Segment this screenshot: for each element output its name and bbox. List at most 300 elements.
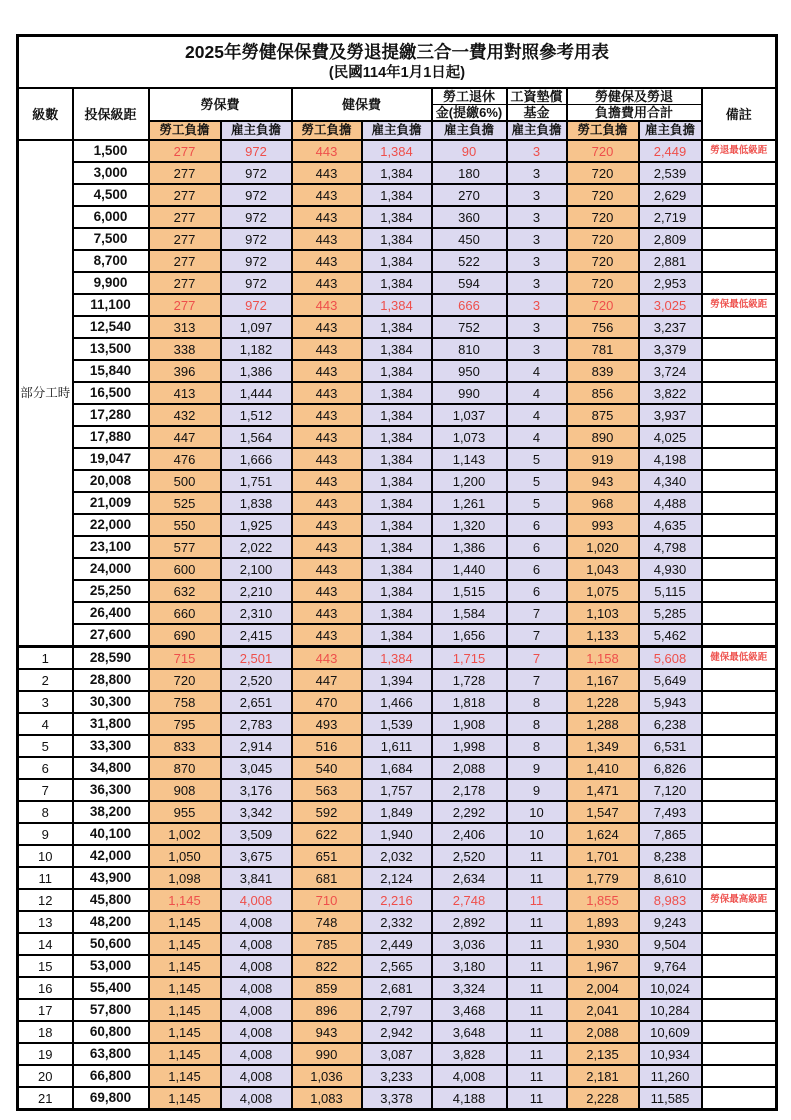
cell-level: 16 <box>18 977 73 999</box>
table-row <box>18 228 777 250</box>
table-row <box>18 955 777 977</box>
cell-bracket: 48,200 <box>73 911 149 933</box>
cell-remark: 勞保最高級距 <box>702 889 777 911</box>
col-header-wage-fund-line2: 基金 <box>507 105 567 122</box>
cell-li_er: 4,008 <box>221 933 292 955</box>
cell-fund: 6 <box>507 558 567 580</box>
cell-tot_er: 6,238 <box>639 713 702 735</box>
cell-hi_emp: 443 <box>292 448 362 470</box>
cell-hi_er: 2,449 <box>362 933 432 955</box>
cell-bracket: 42,000 <box>73 845 149 867</box>
cell-li_emp: 1,145 <box>149 955 221 977</box>
cell-hi_emp: 443 <box>292 316 362 338</box>
cell-pension: 270 <box>432 184 507 206</box>
cell-remark <box>702 757 777 779</box>
table-row <box>18 1065 777 1087</box>
cell-li_er: 3,176 <box>221 779 292 801</box>
cell-li_emp: 447 <box>149 426 221 448</box>
cell-li_emp: 632 <box>149 580 221 602</box>
cell-remark <box>702 580 777 602</box>
cell-li_emp: 1,145 <box>149 933 221 955</box>
cell-level: 9 <box>18 823 73 845</box>
table-row <box>18 933 777 955</box>
cell-li_er: 4,008 <box>221 1021 292 1043</box>
cell-tot_emp: 720 <box>567 140 639 162</box>
cell-li_emp: 1,050 <box>149 845 221 867</box>
cell-li_emp: 277 <box>149 184 221 206</box>
cell-fund: 3 <box>507 140 567 162</box>
cell-bracket: 36,300 <box>73 779 149 801</box>
cell-tot_er: 5,943 <box>639 691 702 713</box>
cell-tot_emp: 1,547 <box>567 801 639 823</box>
cell-hi_er: 1,384 <box>362 404 432 426</box>
cell-pension: 1,037 <box>432 404 507 426</box>
cell-hi_er: 1,466 <box>362 691 432 713</box>
cell-tot_emp: 720 <box>567 272 639 294</box>
col-header-level: 級數 <box>18 88 73 140</box>
cell-hi_er: 1,384 <box>362 140 432 162</box>
cell-fund: 6 <box>507 536 567 558</box>
cell-li_emp: 1,098 <box>149 867 221 889</box>
cell-remark <box>702 404 777 426</box>
cell-fund: 4 <box>507 360 567 382</box>
cell-remark <box>702 801 777 823</box>
cell-li_er: 972 <box>221 140 292 162</box>
cell-hi_er: 1,384 <box>362 382 432 404</box>
cell-fund: 10 <box>507 823 567 845</box>
cell-bracket: 12,540 <box>73 316 149 338</box>
cell-fund: 11 <box>507 999 567 1021</box>
cell-tot_er: 4,635 <box>639 514 702 536</box>
cell-remark <box>702 558 777 580</box>
cell-level: 10 <box>18 845 73 867</box>
cell-tot_emp: 756 <box>567 316 639 338</box>
cell-pension: 2,088 <box>432 757 507 779</box>
cell-bracket: 22,000 <box>73 514 149 536</box>
cell-remark <box>702 624 777 647</box>
cell-tot_emp: 1,043 <box>567 558 639 580</box>
subheader-li-employee: 勞工負擔 <box>149 121 221 140</box>
cell-remark <box>702 492 777 514</box>
cell-tot_emp: 1,701 <box>567 845 639 867</box>
cell-pension: 1,998 <box>432 735 507 757</box>
cell-tot_emp: 1,075 <box>567 580 639 602</box>
cell-hi_emp: 443 <box>292 360 362 382</box>
cell-hi_er: 2,942 <box>362 1021 432 1043</box>
cell-level: 8 <box>18 801 73 823</box>
cell-bracket: 19,047 <box>73 448 149 470</box>
cell-tot_emp: 1,103 <box>567 602 639 624</box>
cell-level: 5 <box>18 735 73 757</box>
cell-hi_emp: 592 <box>292 801 362 823</box>
cell-tot_emp: 890 <box>567 426 639 448</box>
cell-bracket: 13,500 <box>73 338 149 360</box>
cell-pension: 752 <box>432 316 507 338</box>
cell-hi_emp: 443 <box>292 250 362 272</box>
table-title-block <box>18 36 777 89</box>
cell-pension: 2,892 <box>432 911 507 933</box>
cell-li_er: 4,008 <box>221 911 292 933</box>
cell-pension: 2,406 <box>432 823 507 845</box>
cell-tot_er: 10,934 <box>639 1043 702 1065</box>
cell-li_emp: 660 <box>149 602 221 624</box>
cell-fund: 8 <box>507 735 567 757</box>
cell-tot_er: 2,449 <box>639 140 702 162</box>
cell-tot_emp: 919 <box>567 448 639 470</box>
cell-remark <box>702 1043 777 1065</box>
table-row <box>18 624 777 647</box>
cell-tot_emp: 720 <box>567 294 639 316</box>
subheader-fund-employer: 雇主負擔 <box>507 121 567 140</box>
cell-tot_er: 2,629 <box>639 184 702 206</box>
cell-remark <box>702 735 777 757</box>
cell-tot_emp: 720 <box>567 184 639 206</box>
cell-pension: 666 <box>432 294 507 316</box>
cell-tot_emp: 1,893 <box>567 911 639 933</box>
cell-li_emp: 955 <box>149 801 221 823</box>
table-row <box>18 448 777 470</box>
cell-pension: 1,908 <box>432 713 507 735</box>
cell-fund: 11 <box>507 867 567 889</box>
cell-hi_emp: 443 <box>292 624 362 647</box>
cell-bracket: 31,800 <box>73 713 149 735</box>
cell-tot_emp: 1,349 <box>567 735 639 757</box>
cell-li_emp: 277 <box>149 272 221 294</box>
table-row <box>18 404 777 426</box>
cell-pension: 1,728 <box>432 669 507 691</box>
cell-tot_er: 3,937 <box>639 404 702 426</box>
cell-li_er: 2,210 <box>221 580 292 602</box>
cell-pension: 450 <box>432 228 507 250</box>
cell-li_er: 1,512 <box>221 404 292 426</box>
cell-bracket: 25,250 <box>73 580 149 602</box>
cell-fund: 10 <box>507 801 567 823</box>
cell-tot_er: 5,115 <box>639 580 702 602</box>
cell-tot_emp: 2,041 <box>567 999 639 1021</box>
subheader-total-employer: 雇主負擔 <box>639 121 702 140</box>
cell-pension: 990 <box>432 382 507 404</box>
cell-hi_er: 1,384 <box>362 536 432 558</box>
cell-li_er: 4,008 <box>221 977 292 999</box>
cell-fund: 3 <box>507 184 567 206</box>
cell-bracket: 21,009 <box>73 492 149 514</box>
cell-li_emp: 1,002 <box>149 823 221 845</box>
cell-li_emp: 720 <box>149 669 221 691</box>
cell-bracket: 27,600 <box>73 624 149 647</box>
cell-tot_emp: 720 <box>567 228 639 250</box>
cell-li_emp: 525 <box>149 492 221 514</box>
cell-fund: 3 <box>507 228 567 250</box>
cell-remark <box>702 933 777 955</box>
cell-bracket: 33,300 <box>73 735 149 757</box>
cell-hi_er: 1,384 <box>362 558 432 580</box>
cell-li_er: 1,838 <box>221 492 292 514</box>
cell-tot_emp: 1,288 <box>567 713 639 735</box>
cell-pension: 3,828 <box>432 1043 507 1065</box>
title-row <box>18 36 777 89</box>
cell-remark <box>702 536 777 558</box>
cell-bracket: 60,800 <box>73 1021 149 1043</box>
cell-bracket: 43,900 <box>73 867 149 889</box>
cell-fund: 7 <box>507 669 567 691</box>
subheader-hi-employee: 勞工負擔 <box>292 121 362 140</box>
cell-hi_emp: 443 <box>292 294 362 316</box>
cell-li_er: 972 <box>221 162 292 184</box>
cell-hi_emp: 822 <box>292 955 362 977</box>
col-header-health-insurance: 健保費 <box>292 88 432 121</box>
cell-li_er: 4,008 <box>221 955 292 977</box>
cell-remark <box>702 713 777 735</box>
cell-tot_emp: 2,088 <box>567 1021 639 1043</box>
col-header-wage-fund-line1: 工資墊償 <box>507 88 567 105</box>
fee-reference-sheet <box>16 34 778 1111</box>
cell-tot_er: 4,798 <box>639 536 702 558</box>
cell-hi_er: 1,394 <box>362 669 432 691</box>
header-row-1 <box>18 88 777 105</box>
cell-bracket: 6,000 <box>73 206 149 228</box>
cell-li_emp: 1,145 <box>149 1087 221 1110</box>
cell-level: 3 <box>18 691 73 713</box>
cell-bracket: 24,000 <box>73 558 149 580</box>
cell-pension: 1,715 <box>432 647 507 670</box>
cell-li_er: 4,008 <box>221 1087 292 1110</box>
cell-hi_emp: 443 <box>292 140 362 162</box>
cell-tot_emp: 1,410 <box>567 757 639 779</box>
table-row <box>18 1043 777 1065</box>
cell-li_er: 2,914 <box>221 735 292 757</box>
cell-hi_er: 2,032 <box>362 845 432 867</box>
cell-tot_er: 4,340 <box>639 470 702 492</box>
table-row <box>18 779 777 801</box>
cell-remark <box>702 999 777 1021</box>
cell-hi_emp: 443 <box>292 558 362 580</box>
cell-fund: 3 <box>507 272 567 294</box>
table-row <box>18 492 777 514</box>
cell-tot_er: 9,243 <box>639 911 702 933</box>
cell-li_emp: 500 <box>149 470 221 492</box>
cell-remark <box>702 382 777 404</box>
cell-remark <box>702 206 777 228</box>
cell-level: 18 <box>18 1021 73 1043</box>
cell-hi_er: 2,681 <box>362 977 432 999</box>
cell-bracket: 63,800 <box>73 1043 149 1065</box>
cell-pension: 1,440 <box>432 558 507 580</box>
cell-level: 17 <box>18 999 73 1021</box>
subheader-pension-employer: 雇主負擔 <box>432 121 507 140</box>
cell-hi_er: 1,757 <box>362 779 432 801</box>
col-header-pension-line1: 勞工退休 <box>432 88 507 105</box>
cell-hi_emp: 681 <box>292 867 362 889</box>
cell-li_emp: 277 <box>149 140 221 162</box>
table-row <box>18 757 777 779</box>
cell-bracket: 7,500 <box>73 228 149 250</box>
cell-li_er: 2,022 <box>221 536 292 558</box>
cell-hi_emp: 443 <box>292 536 362 558</box>
cell-hi_er: 3,087 <box>362 1043 432 1065</box>
cell-fund: 7 <box>507 647 567 670</box>
cell-pension: 2,292 <box>432 801 507 823</box>
cell-bracket: 3,000 <box>73 162 149 184</box>
cell-remark: 勞退最低級距 <box>702 140 777 162</box>
col-header-total-line2: 負擔費用合計 <box>567 105 702 122</box>
cell-hi_emp: 622 <box>292 823 362 845</box>
cell-bracket: 9,900 <box>73 272 149 294</box>
cell-li_er: 2,520 <box>221 669 292 691</box>
table-row <box>18 1021 777 1043</box>
cell-tot_emp: 1,471 <box>567 779 639 801</box>
cell-fund: 3 <box>507 294 567 316</box>
cell-tot_er: 2,881 <box>639 250 702 272</box>
cell-hi_emp: 748 <box>292 911 362 933</box>
cell-bracket: 38,200 <box>73 801 149 823</box>
cell-tot_er: 11,585 <box>639 1087 702 1110</box>
cell-level: 19 <box>18 1043 73 1065</box>
table-row <box>18 360 777 382</box>
cell-li_emp: 1,145 <box>149 1021 221 1043</box>
cell-level: 11 <box>18 867 73 889</box>
cell-pension: 1,818 <box>432 691 507 713</box>
cell-tot_emp: 720 <box>567 162 639 184</box>
cell-li_emp: 908 <box>149 779 221 801</box>
table-row <box>18 162 777 184</box>
cell-pension: 3,468 <box>432 999 507 1021</box>
cell-fund: 7 <box>507 602 567 624</box>
table-row <box>18 338 777 360</box>
table-row <box>18 536 777 558</box>
cell-fund: 8 <box>507 713 567 735</box>
cell-pension: 1,584 <box>432 602 507 624</box>
cell-remark <box>702 184 777 206</box>
cell-remark <box>702 911 777 933</box>
cell-li_er: 3,509 <box>221 823 292 845</box>
cell-hi_emp: 470 <box>292 691 362 713</box>
cell-fund: 6 <box>507 580 567 602</box>
cell-li_er: 4,008 <box>221 999 292 1021</box>
cell-hi_er: 2,332 <box>362 911 432 933</box>
cell-bracket: 28,800 <box>73 669 149 691</box>
subheader-li-employer: 雇主負擔 <box>221 121 292 140</box>
cell-fund: 11 <box>507 1021 567 1043</box>
cell-tot_er: 2,809 <box>639 228 702 250</box>
cell-pension: 522 <box>432 250 507 272</box>
cell-fund: 6 <box>507 514 567 536</box>
cell-hi_er: 1,384 <box>362 470 432 492</box>
cell-hi_emp: 443 <box>292 272 362 294</box>
cell-level: 2 <box>18 669 73 691</box>
table-row <box>18 316 777 338</box>
col-header-pension-line2: 金(提繳6%) <box>432 105 507 122</box>
cell-tot_er: 3,379 <box>639 338 702 360</box>
cell-bracket: 50,600 <box>73 933 149 955</box>
table-row <box>18 999 777 1021</box>
cell-remark <box>702 448 777 470</box>
cell-li_emp: 577 <box>149 536 221 558</box>
cell-bracket: 20,008 <box>73 470 149 492</box>
cell-li_er: 1,182 <box>221 338 292 360</box>
cell-remark <box>702 316 777 338</box>
cell-tot_emp: 781 <box>567 338 639 360</box>
cell-hi_emp: 443 <box>292 514 362 536</box>
cell-hi_er: 2,124 <box>362 867 432 889</box>
cell-tot_emp: 1,624 <box>567 823 639 845</box>
cell-hi_er: 1,384 <box>362 338 432 360</box>
cell-li_er: 972 <box>221 272 292 294</box>
cell-li_emp: 1,145 <box>149 999 221 1021</box>
table-row <box>18 470 777 492</box>
cell-tot_er: 8,610 <box>639 867 702 889</box>
cell-li_emp: 870 <box>149 757 221 779</box>
table-row <box>18 911 777 933</box>
cell-fund: 4 <box>507 382 567 404</box>
cell-pension: 90 <box>432 140 507 162</box>
cell-hi_emp: 443 <box>292 338 362 360</box>
cell-tot_er: 6,826 <box>639 757 702 779</box>
cell-bracket: 66,800 <box>73 1065 149 1087</box>
cell-bracket: 17,880 <box>73 426 149 448</box>
cell-bracket: 8,700 <box>73 250 149 272</box>
cell-remark: 健保最低級距 <box>702 647 777 670</box>
cell-tot_er: 7,865 <box>639 823 702 845</box>
cell-remark <box>702 1021 777 1043</box>
table-row <box>18 514 777 536</box>
table-body <box>18 140 777 1110</box>
cell-li_er: 2,310 <box>221 602 292 624</box>
cell-pension: 594 <box>432 272 507 294</box>
cell-tot_er: 3,237 <box>639 316 702 338</box>
cell-fund: 8 <box>507 691 567 713</box>
cell-remark <box>702 602 777 624</box>
cell-remark <box>702 470 777 492</box>
cell-li_emp: 1,145 <box>149 1043 221 1065</box>
cell-tot_er: 10,284 <box>639 999 702 1021</box>
cell-fund: 9 <box>507 757 567 779</box>
cell-tot_er: 4,930 <box>639 558 702 580</box>
cell-fund: 3 <box>507 250 567 272</box>
cell-li_er: 972 <box>221 250 292 272</box>
cell-remark <box>702 162 777 184</box>
cell-tot_er: 3,724 <box>639 360 702 382</box>
cell-fund: 11 <box>507 889 567 911</box>
cell-remark <box>702 1087 777 1110</box>
cell-tot_emp: 1,855 <box>567 889 639 911</box>
cell-tot_emp: 839 <box>567 360 639 382</box>
cell-remark: 勞保最低級距 <box>702 294 777 316</box>
cell-fund: 11 <box>507 1065 567 1087</box>
cell-hi_emp: 443 <box>292 228 362 250</box>
cell-hi_emp: 859 <box>292 977 362 999</box>
cell-pension: 1,143 <box>432 448 507 470</box>
cell-li_er: 2,651 <box>221 691 292 713</box>
cell-tot_emp: 720 <box>567 206 639 228</box>
cell-li_emp: 690 <box>149 624 221 647</box>
cell-fund: 7 <box>507 624 567 647</box>
cell-hi_er: 3,233 <box>362 1065 432 1087</box>
cell-bracket: 57,800 <box>73 999 149 1021</box>
cell-fund: 4 <box>507 426 567 448</box>
cell-pension: 360 <box>432 206 507 228</box>
cell-tot_er: 5,649 <box>639 669 702 691</box>
cell-li_emp: 277 <box>149 228 221 250</box>
cell-bracket: 28,590 <box>73 647 149 670</box>
cell-hi_emp: 1,036 <box>292 1065 362 1087</box>
cell-pension: 4,188 <box>432 1087 507 1110</box>
cell-level: 20 <box>18 1065 73 1087</box>
cell-tot_er: 2,719 <box>639 206 702 228</box>
cell-tot_emp: 1,967 <box>567 955 639 977</box>
cell-bracket: 55,400 <box>73 977 149 999</box>
cell-hi_emp: 563 <box>292 779 362 801</box>
cell-level: 15 <box>18 955 73 977</box>
